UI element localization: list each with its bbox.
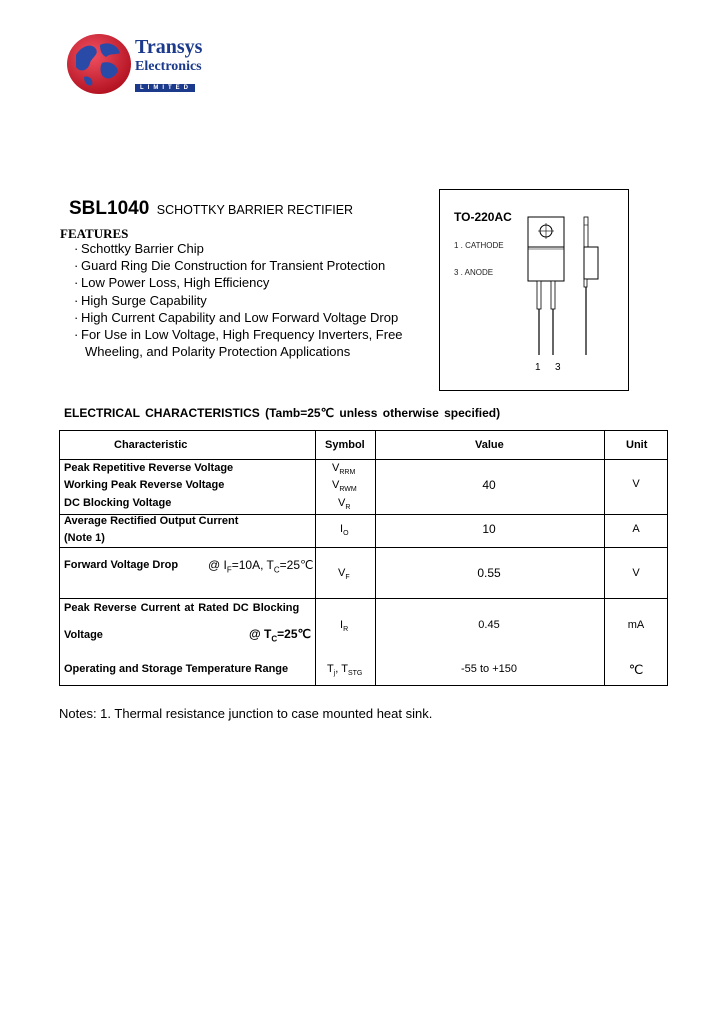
brand-tag: LIMITED xyxy=(135,84,195,92)
package-diagram-box xyxy=(439,189,629,391)
symbol-tj-tstg: $T_j$, $T_{STG}$ xyxy=(327,663,363,678)
pin1-label: 1 . CATHODE xyxy=(454,241,504,250)
test-condition: @ $I_F=10A$, $T_C=25℃$ xyxy=(208,558,314,575)
list-item-continuation: Wheeling, and Polarity Protection Applications xyxy=(85,344,351,360)
table-row-label: (Note 1) xyxy=(64,532,105,544)
table-cell-unit: V xyxy=(632,478,640,490)
symbol-io: $I_O$ xyxy=(340,523,349,538)
table-cell-value: 0.45 xyxy=(478,619,500,631)
table-cell-unit: A xyxy=(632,523,640,535)
symbol-vr: $V_R$ xyxy=(338,497,351,512)
table-row-label: Peak Repetitive Reverse Voltage xyxy=(64,462,234,474)
table-row-label: Working Peak Reverse Voltage xyxy=(64,479,225,491)
list-item: · For Use in Low Voltage, High Frequency Inverters, Free xyxy=(74,327,403,343)
electrical-table xyxy=(59,430,668,686)
table-cell-value: -55 to +150 xyxy=(461,663,517,675)
table-cell-value: 0.55 xyxy=(477,566,501,580)
part-description: SCHOTTKY BARRIER RECTIFIER xyxy=(156,203,354,217)
symbol-vf: $V_F$ xyxy=(338,567,350,582)
features-list xyxy=(74,240,403,360)
table-row-label: Peak Reverse Current at Rated DC Blocking xyxy=(64,602,300,614)
to220-package-icon xyxy=(520,215,620,363)
electrical-heading: ELECTRICAL CHARACTERISTICS (Tamb=25℃ unless otherwise specified) xyxy=(64,406,501,420)
page-title xyxy=(69,198,353,220)
table-row-label: Average Rectified Output Current xyxy=(64,515,239,527)
pin1-number: 1 xyxy=(535,362,541,373)
notes: Notes: 1. Thermal resistance junction to case mounted heat sink. xyxy=(59,706,433,721)
list-item: · Schottky Barrier Chip xyxy=(74,241,204,256)
col-header-symbol: Symbol xyxy=(325,439,365,451)
table-row-label: DC Blocking Voltage xyxy=(64,497,172,509)
table-row-label: Forward Voltage Drop xyxy=(64,559,179,571)
test-condition: @ $T_C=25℃$ xyxy=(249,627,311,644)
pin3-label: 3 . ANODE xyxy=(454,268,494,277)
table-cell-value: 10 xyxy=(482,522,496,536)
globe-logo-icon xyxy=(66,33,132,95)
list-item: · Low Power Loss, High Efficiency xyxy=(74,275,270,291)
col-header-characteristic: Characteristic xyxy=(114,439,188,451)
list-item: · Guard Ring Die Construction for Transient Protection xyxy=(74,258,386,274)
table-row-label: Voltage xyxy=(64,629,103,641)
brand-sub: Electronics xyxy=(135,59,202,74)
table-cell-unit: ℃ xyxy=(628,662,644,677)
symbol-vrwm: $V_{RWM}$ xyxy=(332,479,357,494)
part-number: SBL1040 xyxy=(69,198,150,219)
brand-logo xyxy=(135,36,202,94)
pin3-number: 3 xyxy=(555,362,561,373)
list-item: · High Surge Capability xyxy=(74,292,207,308)
symbol-ir: $I_R$ xyxy=(340,619,349,634)
table-cell-unit: V xyxy=(632,567,640,579)
list-item: · High Current Capability and Low Forward Voltage Drop xyxy=(74,309,399,325)
table-row-label: Operating and Storage Temperature Range xyxy=(64,663,289,675)
col-header-value: Value xyxy=(475,439,504,451)
table-cell-unit: mA xyxy=(627,619,645,631)
brand-name: Transys xyxy=(135,36,203,58)
col-header-unit: Unit xyxy=(626,439,648,451)
features-heading: FEATURES xyxy=(60,226,129,241)
package-name: TO-220AC xyxy=(454,210,512,224)
table-cell-value: 40 xyxy=(482,478,496,492)
symbol-vrrm: $V_{RRM}$ xyxy=(332,462,356,477)
